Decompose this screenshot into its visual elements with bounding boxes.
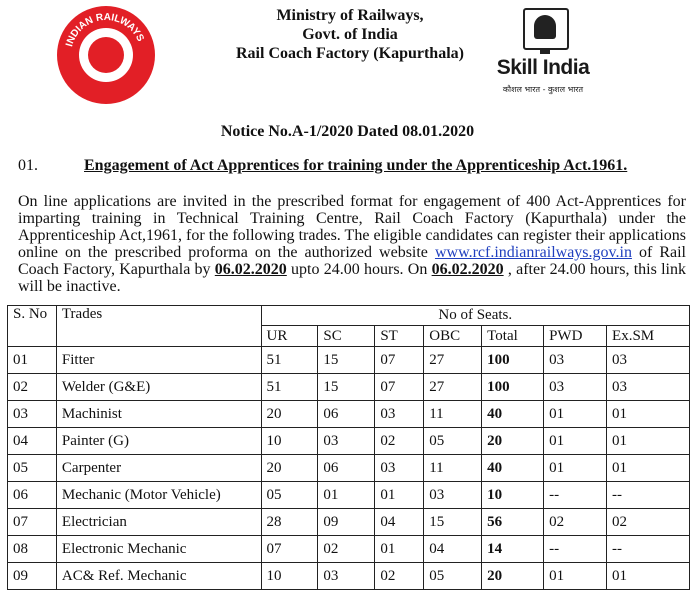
cell-trade: Electrician: [56, 509, 261, 536]
cell-sno: 05: [8, 455, 57, 482]
subheader-st: ST: [375, 326, 424, 347]
cell-trade: Machinist: [56, 401, 261, 428]
cell-total: 40: [482, 455, 544, 482]
cell-obc: 04: [424, 536, 482, 563]
table-row: [8, 536, 690, 563]
cell-total: 56: [482, 509, 544, 536]
table-row: [8, 455, 690, 482]
cell-exsm: --: [607, 482, 690, 509]
cell-st: 01: [375, 536, 424, 563]
cell-total: 100: [482, 374, 544, 401]
cell-trade: AC& Ref. Mechanic: [56, 563, 261, 590]
cell-st: 07: [375, 347, 424, 374]
header-sno: S. No: [8, 306, 57, 347]
cell-obc: 27: [424, 374, 482, 401]
cell-exsm: 03: [607, 347, 690, 374]
cell-obc: 11: [424, 455, 482, 482]
cell-ur: 10: [261, 428, 318, 455]
cell-obc: 27: [424, 347, 482, 374]
cell-sno: 02: [8, 374, 57, 401]
subheader-exsm: Ex.SM: [607, 326, 690, 347]
cell-pwd: 02: [544, 509, 607, 536]
subheader-pwd: PWD: [544, 326, 607, 347]
cell-exsm: 01: [607, 455, 690, 482]
cell-pwd: 01: [544, 563, 607, 590]
document-header: [0, 0, 695, 115]
cell-trade: Fitter: [56, 347, 261, 374]
cell-sno: 03: [8, 401, 57, 428]
cell-sc: 03: [318, 428, 375, 455]
cell-sc: 06: [318, 455, 375, 482]
cell-obc: 05: [424, 563, 482, 590]
cell-sc: 03: [318, 563, 375, 590]
cell-ur: 51: [261, 347, 318, 374]
cell-sno: 07: [8, 509, 57, 536]
cell-sc: 02: [318, 536, 375, 563]
cell-sno: 09: [8, 563, 57, 590]
cell-st: 07: [375, 374, 424, 401]
cell-sno: 04: [8, 428, 57, 455]
notice-paragraph: [18, 193, 686, 295]
cell-trade: Carpenter: [56, 455, 261, 482]
section-number: 01.: [18, 157, 38, 174]
subheader-sc: SC: [318, 326, 375, 347]
cell-sc: 15: [318, 347, 375, 374]
cell-sno: 06: [8, 482, 57, 509]
cell-st: 04: [375, 509, 424, 536]
ministry-line-2: Govt. of India: [302, 26, 398, 43]
notice-title: Notice No.A-1/2020 Dated 08.01.2020: [220, 123, 475, 140]
header-seats: No of Seats.: [261, 306, 690, 326]
para-text-3: upto 24.00 hours. On: [286, 261, 432, 278]
cell-pwd: 01: [544, 455, 607, 482]
cell-ur: 20: [261, 455, 318, 482]
cell-obc: 15: [424, 509, 482, 536]
cell-st: 02: [375, 428, 424, 455]
cell-exsm: 02: [607, 509, 690, 536]
cell-sc: 01: [318, 482, 375, 509]
website-link[interactable]: www.rcf.indianrailways.gov.in: [434, 244, 632, 261]
cell-total: 40: [482, 401, 544, 428]
cell-pwd: 01: [544, 401, 607, 428]
cell-total: 14: [482, 536, 544, 563]
cell-trade: Mechanic (Motor Vehicle): [56, 482, 261, 509]
subheader-ur: UR: [261, 326, 318, 347]
figure-shape: [534, 15, 556, 39]
cell-pwd: 01: [544, 428, 607, 455]
indian-railways-logo: [57, 6, 155, 104]
cell-exsm: 01: [607, 428, 690, 455]
svg-text:INDIAN RAILWAYS: INDIAN RAILWAYS: [64, 11, 146, 48]
cell-ur: 10: [261, 563, 318, 590]
cell-total: 100: [482, 347, 544, 374]
monitor-stand: [540, 48, 550, 54]
cell-sc: 09: [318, 509, 375, 536]
cell-pwd: --: [544, 536, 607, 563]
table-row: [8, 509, 690, 536]
para-text-2: of Rail Coach Factory, Kapurthala by: [18, 244, 686, 278]
cell-total: 10: [482, 482, 544, 509]
cell-sno: 08: [8, 536, 57, 563]
table-row: [8, 401, 690, 428]
para-text-1: On line applications are invited in the prescribed format for engagement of 400 Act-Apprentices for imparting training in Technical Training Centre, Rail Coach Factory (Kapurthala) under the Apprenticeship Act,1961, for the following trades. The eligible candidates can register their applications online on the prescribed proforma on the authorized website: [18, 193, 686, 261]
cell-ur: 28: [261, 509, 318, 536]
section-title: Engagement of Act Apprentices for training under the Apprenticeship Act.1961.: [84, 157, 628, 174]
cell-st: 03: [375, 401, 424, 428]
cell-exsm: 03: [607, 374, 690, 401]
table-header-row: [8, 306, 690, 326]
seats-table: [7, 305, 690, 590]
para-text-4: , after 24.00 hours, this link will be inactive.: [18, 261, 686, 295]
cell-sc: 06: [318, 401, 375, 428]
ministry-heading: [200, 6, 500, 63]
train-icon: [88, 37, 124, 73]
cell-exsm: 01: [607, 563, 690, 590]
cell-st: 01: [375, 482, 424, 509]
cell-exsm: 01: [607, 401, 690, 428]
subheader-obc: OBC: [424, 326, 482, 347]
cell-total: 20: [482, 563, 544, 590]
cell-trade: Electronic Mechanic: [56, 536, 261, 563]
cell-exsm: --: [607, 536, 690, 563]
cell-ur: 05: [261, 482, 318, 509]
header-trades: Trades: [56, 306, 261, 347]
cell-total: 20: [482, 428, 544, 455]
cell-sc: 15: [318, 374, 375, 401]
table-row: [8, 563, 690, 590]
cell-pwd: 03: [544, 347, 607, 374]
deadline-date-2: 06.02.2020: [431, 261, 504, 278]
cell-obc: 11: [424, 401, 482, 428]
cell-st: 02: [375, 563, 424, 590]
cell-sno: 01: [8, 347, 57, 374]
ministry-line-1: Ministry of Railways,: [276, 7, 424, 24]
monitor-figure-icon: [523, 8, 569, 50]
subheader-total: Total: [482, 326, 544, 347]
ministry-line-3: Rail Coach Factory (Kapurthala): [236, 45, 464, 62]
cell-pwd: --: [544, 482, 607, 509]
table-row: [8, 374, 690, 401]
cell-ur: 51: [261, 374, 318, 401]
deadline-date-1: 06.02.2020: [214, 261, 287, 278]
cell-trade: Welder (G&E): [56, 374, 261, 401]
skill-india-title: Skill India: [496, 56, 590, 79]
cell-obc: 05: [424, 428, 482, 455]
cell-pwd: 03: [544, 374, 607, 401]
cell-ur: 07: [261, 536, 318, 563]
cell-ur: 20: [261, 401, 318, 428]
cell-obc: 03: [424, 482, 482, 509]
skill-india-tagline: कौशल भारत - कुशल भारत: [502, 85, 584, 94]
skill-india-logo: [488, 8, 598, 103]
table-row: [8, 482, 690, 509]
table-row: [8, 347, 690, 374]
table-row: [8, 428, 690, 455]
cell-st: 03: [375, 455, 424, 482]
cell-trade: Painter (G): [56, 428, 261, 455]
